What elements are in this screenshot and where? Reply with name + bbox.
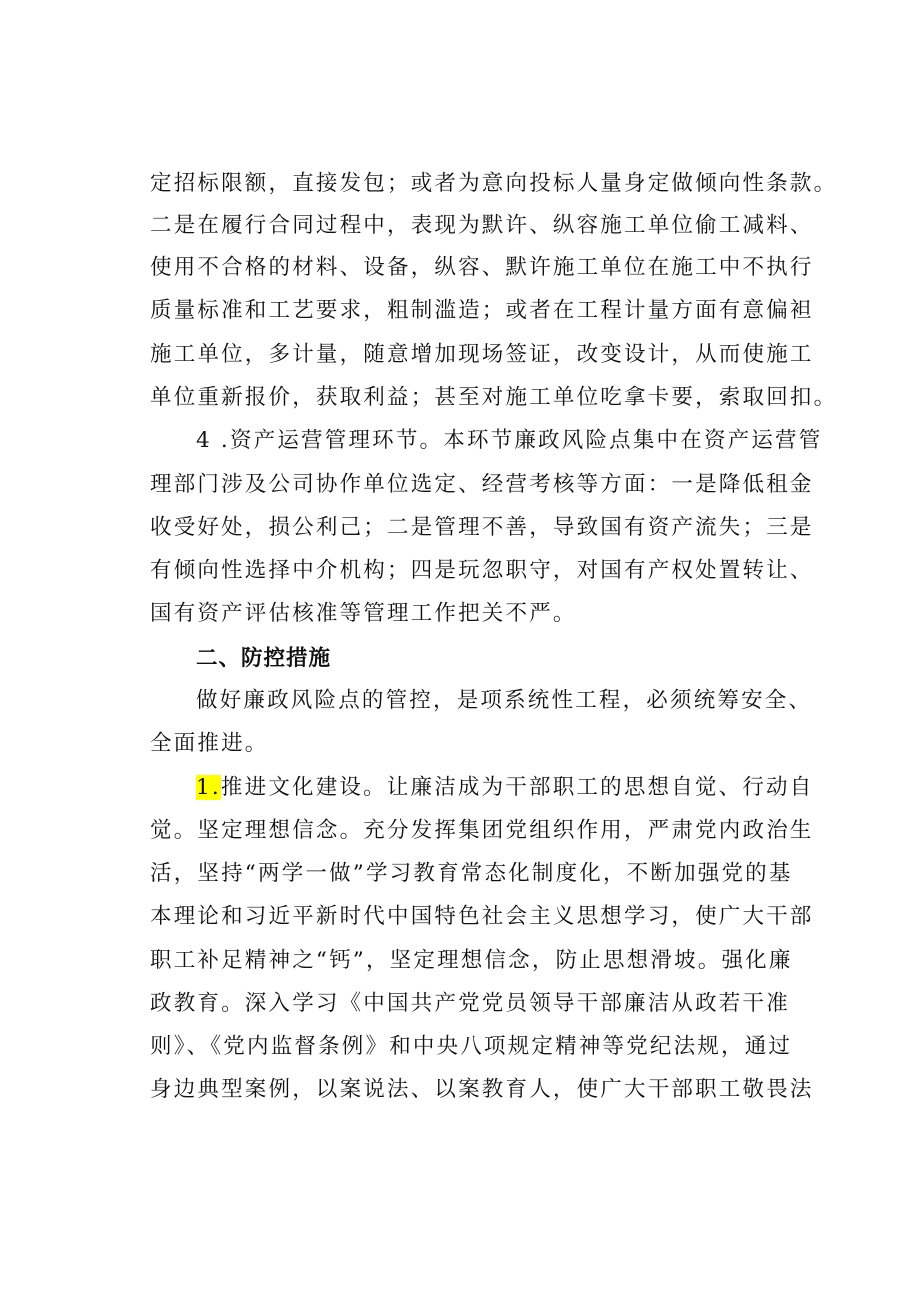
paragraph-start-line — [196, 773, 846, 803]
body-line: 定招标限额，直接发包；或者为意向投标人量身定做倾向性条款。 — [150, 171, 838, 196]
body-line: 活，坚持“两学一做”学习教育常态化制度化，不断加强党的基 — [150, 861, 793, 886]
highlighted-number: 1. — [196, 775, 221, 800]
body-line: 施工单位，多计量，随意增加现场签证，改变设计，从而使施工 — [150, 342, 814, 367]
paragraph-start-text: 推进文化建设。让廉洁成为干部职工的思想自觉、行动自 — [220, 775, 814, 800]
body-line: 政教育。深入学习《中国共产党党员领导干部廉洁从政若干准 — [150, 991, 790, 1016]
body-line: 全面推进。 — [150, 731, 269, 756]
body-line: 身边典型案例，以案说法、以案教育人，使广大干部职工敬畏法 — [150, 1077, 814, 1102]
body-line: 本理论和习近平新时代中国特色社会主义思想学习，使广大干部 — [150, 904, 814, 929]
body-line: 二是在履行合同过程中，表现为默许、纵容施工单位偷工减料、 — [150, 213, 814, 238]
body-line: 有倾向性选择中介机构；四是玩忽职守，对国有产权处置转让、 — [150, 558, 814, 583]
body-line: 质量标准和工艺要求，粗制滥造；或者在工程计量方面有意偏袒 — [150, 298, 814, 323]
body-line: 则》、《党内监督条例》和中央八项规定精神等党纪法规，通过 — [150, 1034, 793, 1059]
body-line: 使用不合格的材料、设备，纵容、默许施工单位在施工中不执行 — [150, 255, 814, 280]
section-heading: 二、防控措施 — [196, 646, 332, 671]
body-line: 理部门涉及公司协作单位选定、经营考核等方面：一是降低租金 — [150, 472, 814, 497]
body-line: 国有资产评估核准等管理工作把关不严。 — [150, 601, 577, 626]
body-line: 单位重新报价，获取利益；甚至对施工单位吃拿卡要，索取回扣。 — [150, 385, 838, 410]
body-line: 职工补足精神之“钙”，坚定理想信念，防止思想滑坡。强化廉 — [150, 948, 793, 973]
paragraph-start-line: 做好廉政风险点的管控，是项系统性工程，必须统筹安全、 — [196, 688, 813, 713]
body-line: 收受好处，损公利己；二是管理不善，导致国有资产流失；三是 — [150, 515, 814, 540]
body-line: 觉。坚定理想信念。充分发挥集团党组织作用，严肃党内政治生 — [150, 818, 814, 843]
paragraph-start-line: 4 .资产运营管理环节。本环节廉政风险点集中在资产运营管 — [196, 428, 823, 453]
